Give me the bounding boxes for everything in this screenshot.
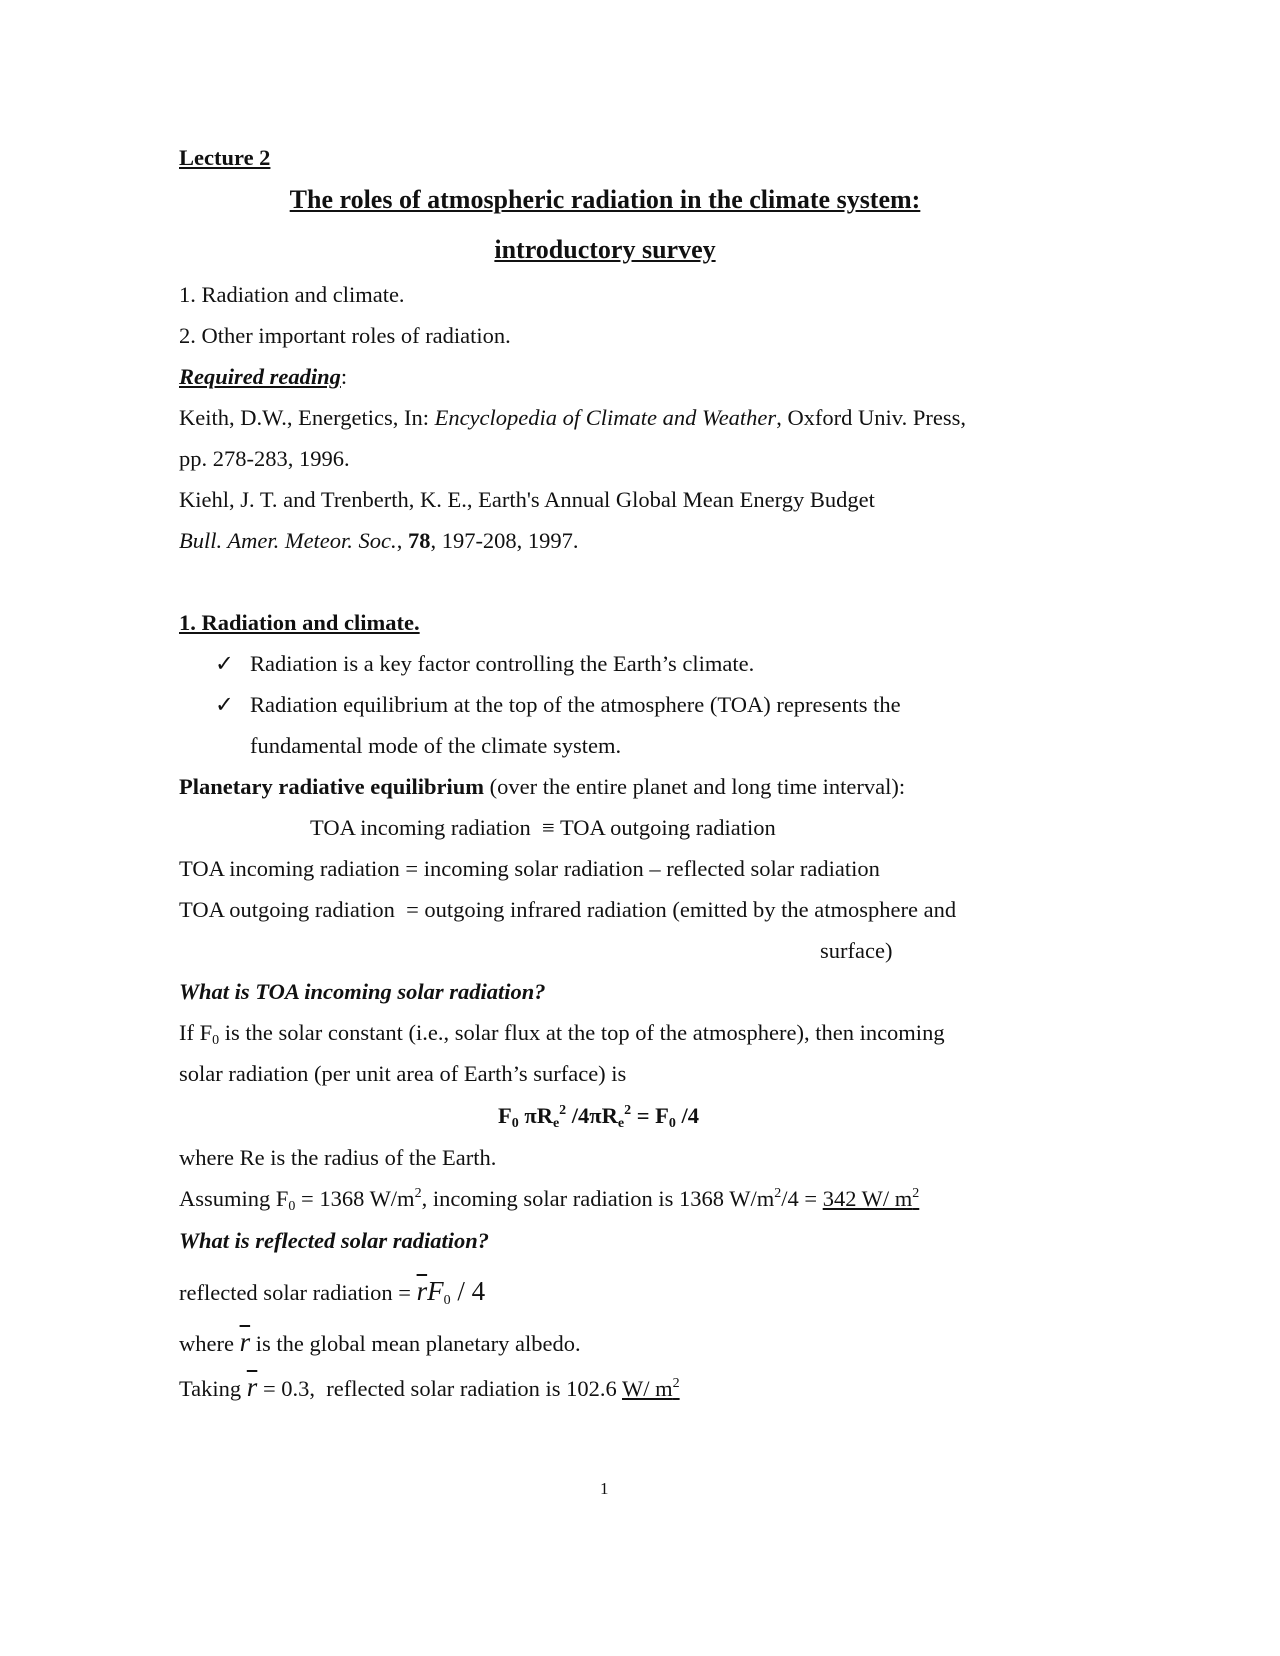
question-2: What is reflected solar radiation?	[179, 1228, 490, 1253]
reference-1	[179, 405, 966, 431]
f: /4	[675, 1103, 700, 1128]
check-icon: ✓	[215, 692, 234, 717]
r-bar: $\overline{r}$	[246, 1372, 258, 1402]
f: = F	[631, 1103, 669, 1128]
sup: 2	[912, 1186, 920, 1201]
t: / 4	[450, 1276, 486, 1306]
ref-text: ,	[396, 528, 408, 553]
sup: 2	[774, 1186, 782, 1201]
outline-item: 2. Other important roles of radiation.	[179, 323, 511, 348]
text: If F	[179, 1020, 213, 1045]
t: is the global mean planetary albedo.	[250, 1331, 581, 1356]
title-line-2: introductory survey	[494, 235, 716, 264]
equation-2: TOA incoming radiation = incoming solar radiation – reflected solar radiation	[179, 856, 880, 881]
reference-2: Kiehl, J. T. and Trenberth, K. E., Earth's Annual Global Mean Energy Budget	[179, 487, 875, 512]
r-bar: $\overline{r}$	[239, 1327, 251, 1357]
lecture-label: Lecture 2	[179, 145, 271, 170]
sup: 2	[559, 1103, 567, 1118]
result	[622, 1376, 680, 1401]
paragraph: where Re is the radius of the Earth.	[179, 1145, 497, 1170]
sup: 2	[414, 1186, 422, 1201]
reflected-formula	[179, 1278, 485, 1306]
outline-item: 1. Radiation and climate.	[179, 282, 405, 307]
f: /4πR	[566, 1103, 618, 1128]
question-1: What is TOA incoming solar radiation?	[179, 979, 546, 1004]
colon: :	[340, 364, 348, 389]
equation-3-cont: surface)	[820, 938, 893, 963]
ref-source: Encyclopedia of Climate and Weather	[434, 405, 777, 430]
required-reading-label: Required reading	[179, 364, 341, 389]
ref-journal: Bull. Amer. Meteor. Soc.	[179, 528, 397, 553]
paragraph	[179, 1374, 680, 1402]
t: = 0.3, reflected solar radiation is 102.6	[257, 1376, 622, 1401]
t: , incoming solar radiation is 1368 W/m	[421, 1186, 775, 1211]
sup: 2	[672, 1376, 680, 1391]
paragraph	[179, 1329, 581, 1357]
check-icon: ✓	[215, 651, 234, 676]
sup: 2	[624, 1103, 632, 1118]
reference-2-cont	[179, 528, 579, 554]
sub: e	[617, 1116, 625, 1131]
r-bar: $\overline{r}$	[416, 1276, 428, 1306]
equation-1: TOA incoming radiation ≡ TOA outgoing radiation	[310, 815, 776, 840]
title-line-1: The roles of atmospheric radiation in the climate system:	[289, 185, 921, 214]
ref-text: , Oxford Univ. Press,	[776, 405, 966, 430]
t: W/ m	[622, 1376, 673, 1401]
bullet-item: Radiation is a key factor controlling the Earth’s climate.	[250, 651, 755, 676]
assumption	[179, 1186, 919, 1212]
subscript: 0	[212, 1033, 220, 1048]
bullet-item: Radiation equilibrium at the top of the atmosphere (TOA) represents the	[250, 692, 901, 717]
f: F	[498, 1103, 512, 1128]
sub: 0	[443, 1293, 451, 1308]
F: F	[427, 1276, 444, 1306]
ref-text: , 197-208, 1997.	[430, 528, 579, 553]
ref-text: Keith, D.W., Energetics, In:	[179, 405, 435, 430]
t: Assuming F	[179, 1186, 289, 1211]
reference-1-cont: pp. 278-283, 1996.	[179, 446, 350, 471]
sub: 0	[511, 1116, 519, 1131]
required-reading	[179, 364, 347, 390]
sub: e	[552, 1116, 560, 1131]
formula	[498, 1103, 699, 1129]
t: = 1368 W/m	[295, 1186, 415, 1211]
ref-volume: 78	[407, 528, 431, 553]
sub: 0	[668, 1116, 676, 1131]
t: where	[179, 1331, 240, 1356]
page-number: 1	[600, 1479, 609, 1498]
term: Planetary radiative equilibrium	[179, 774, 484, 799]
bullet-item-cont: fundamental mode of the climate system.	[250, 733, 622, 758]
paragraph-cont: solar radiation (per unit area of Earth’s surface) is	[179, 1061, 627, 1086]
planetary-equilibrium	[179, 774, 905, 800]
t: reflected solar radiation =	[179, 1280, 417, 1305]
result	[823, 1186, 920, 1211]
equation-3: TOA outgoing radiation = outgoing infrared radiation (emitted by the atmosphere and	[179, 897, 957, 922]
t: /4 =	[781, 1186, 823, 1211]
text: (over the entire planet and long time interval):	[483, 774, 906, 799]
paragraph	[179, 1020, 945, 1046]
text: is the solar constant (i.e., solar flux at the top of the atmosphere), then incoming	[219, 1020, 945, 1045]
t: Taking	[179, 1376, 247, 1401]
f: πR	[518, 1103, 553, 1128]
t: 342 W/ m	[822, 1186, 913, 1211]
section-heading: 1. Radiation and climate.	[179, 610, 420, 635]
sub: 0	[288, 1199, 296, 1214]
